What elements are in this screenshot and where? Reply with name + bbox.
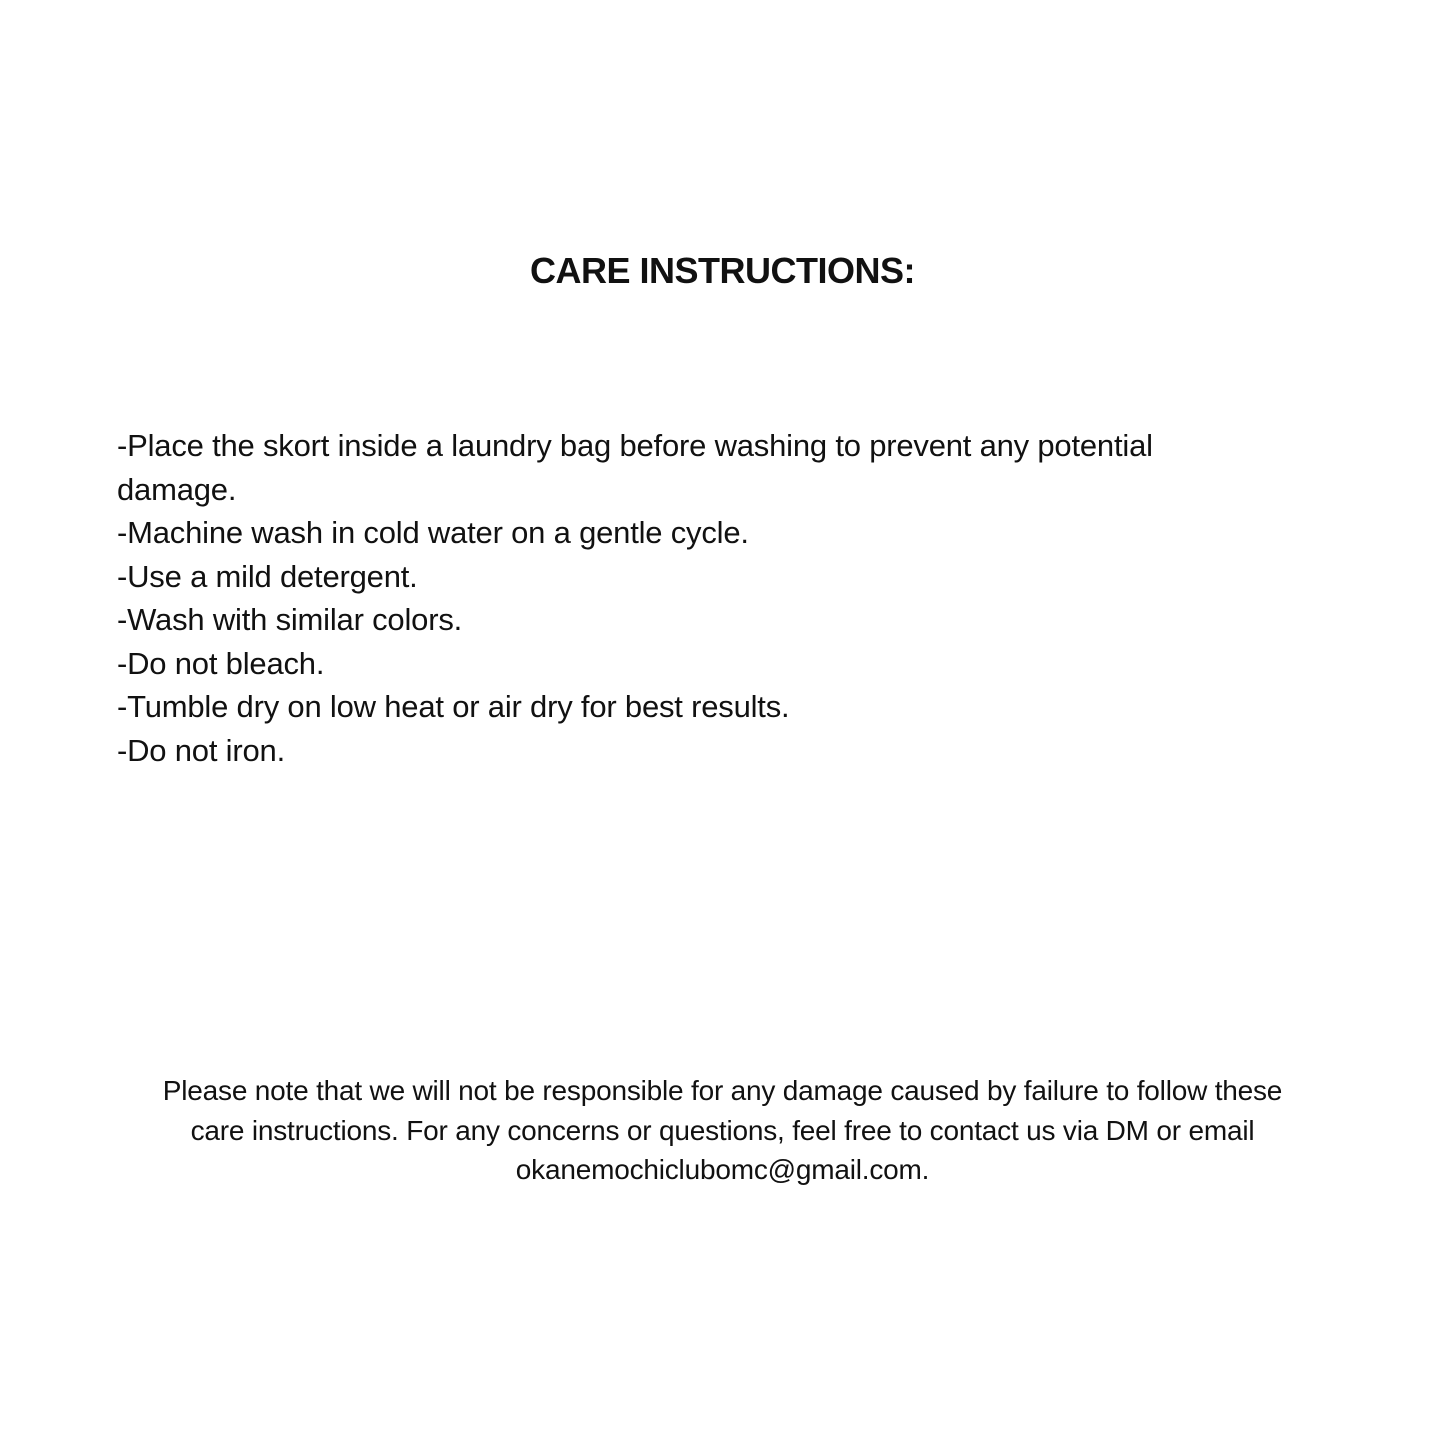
contact-email: okanemochiclubomc@gmail.com.	[515, 1154, 930, 1185]
instruction-line: -Wash with similar colors.	[117, 602, 463, 637]
instruction-line: -Do not iron.	[117, 732, 285, 768]
disclaimer-note	[60, 1071, 1385, 1190]
instructions-list	[117, 424, 1337, 772]
instruction-line: -Tumble dry on low heat or air dry for best results.	[117, 689, 790, 724]
disclaimer-line: Please note that we will not be responsible for any damage caused by failure to follow these	[162, 1075, 1283, 1106]
instruction-line: -Machine wash in cold water on a gentle cycle.	[117, 515, 749, 550]
instruction-line: -Use a mild detergent.	[117, 558, 418, 594]
instruction-line: -Place the skort inside a laundry bag before washing to prevent any potential	[117, 428, 1153, 463]
instruction-line: -Do not bleach.	[117, 645, 325, 681]
instruction-line: damage.	[117, 471, 237, 507]
disclaimer-line: care instructions. For any concerns or questions, feel free to contact us via DM or email	[190, 1114, 1255, 1146]
page-title: CARE INSTRUCTIONS:	[530, 250, 915, 291]
